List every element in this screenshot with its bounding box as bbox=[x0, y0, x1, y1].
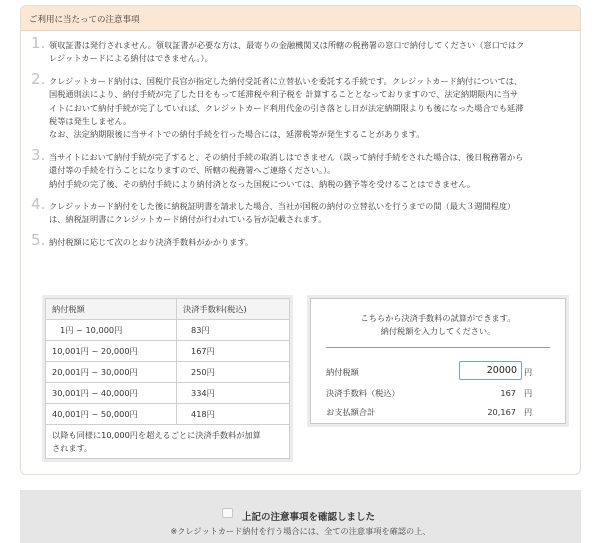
notice-item-5: 5. 納付税額に応じて次のとおり決済手数料がかかります。 bbox=[31, 230, 254, 249]
fee-cell: 418円 bbox=[177, 404, 290, 425]
range-cell: 10,001円 ~ 20,000円 bbox=[46, 341, 177, 362]
table-row bbox=[46, 320, 290, 341]
notice-title: ご利用に当たっての注意事項 bbox=[21, 6, 580, 31]
fee-table bbox=[45, 298, 290, 459]
notice-panel bbox=[20, 5, 581, 475]
item-number: 4. bbox=[31, 195, 46, 214]
notice-item-3: 3. 当サイトにおいて納付手続が完了すると、その納付手続の取消しはできません（誤って納付手続をされた場合は、後日税務署から 還付等の手続を行うことになりますので、所轄の税務署へご連絡ください。）。 納付手続の完了後、その納付手続により納付済となった国税については、納税の猶予等を受けることはできません。 bbox=[31, 145, 524, 189]
table-row bbox=[46, 362, 290, 383]
column-header: 決済手数料(税込) bbox=[177, 299, 290, 320]
confirm-label[interactable]: 上記の注意事項を確認しました bbox=[242, 512, 376, 523]
range-cell: 20,001円 ~ 30,000円 bbox=[46, 362, 177, 383]
range-cell: 1円 ~ 10,000円 bbox=[46, 320, 177, 341]
item-number: 5. bbox=[31, 230, 46, 249]
unit-label: 円 bbox=[524, 407, 533, 417]
unit-label: 円 bbox=[524, 388, 533, 398]
fee-value: 167 bbox=[500, 388, 516, 398]
fee-cell: 83円 bbox=[177, 320, 290, 341]
confirm-panel bbox=[20, 490, 581, 543]
table-header-row bbox=[46, 299, 290, 320]
notice-list bbox=[31, 34, 576, 258]
calculator-description: こちらから決済手数料の試算ができます。 納付税額を入力してください。 bbox=[360, 313, 516, 336]
table-row bbox=[46, 404, 290, 425]
divider bbox=[326, 347, 550, 348]
table-row bbox=[46, 341, 290, 362]
notice-item-4: 4. クレジットカード納付をした後に納税証明書を請求した場合、当社が国税の納付の立替払いを行うまでの間（最大３週間程度） は、納税証明書にクレジットカード納付が行われている旨が記載されます。 bbox=[31, 195, 516, 225]
confirm-checkbox[interactable] bbox=[222, 508, 233, 518]
notice-item-2: 2. クレジットカード納付は、国税庁長官が指定した納付受託者に立替払いを委託する手続です。クレジットカード納付については、 国税通則法により、納付手続が完了した日をもって延滞税や利子税を 計算することとなっておりますので、法定納期限内に当サ イトにおいて納付手続が完了していれば、クレジットカード利用代金の引き落とし日が法定納期限よりも後になった場合でも延滞 税等は発生しません。 なお、法定納期限後に当サイトでの納付手続を行った場合には、延滞税等が発生することがあります。 bbox=[31, 69, 524, 140]
total-value: 20,167 bbox=[487, 407, 516, 417]
fee-calculator bbox=[310, 298, 566, 424]
fee-cell: 250円 bbox=[177, 362, 290, 383]
table-row bbox=[46, 383, 290, 404]
column-header: 納付税額 bbox=[46, 299, 177, 320]
item-number: 2. bbox=[31, 69, 46, 88]
fee-cell: 167円 bbox=[177, 341, 290, 362]
notice-item-1: 1. 領収証書は発行されません。領収証書が必要な方は、最寄りの金融機関又は所轄の税務署の窓口で納付してください（窓口ではク レジットカードによる納付はできません。）。 bbox=[31, 34, 525, 64]
tax-amount-input[interactable] bbox=[459, 361, 522, 380]
tax-amount-label: 納付税額 bbox=[326, 367, 359, 377]
total-label: お支払額合計 bbox=[326, 407, 376, 417]
fee-label: 決済手数料（税込） bbox=[326, 388, 400, 398]
confirm-note: ※クレジットカード納付を行う場合には、全ての注意事項を確認の上、 bbox=[170, 526, 431, 536]
item-number: 3. bbox=[31, 145, 46, 164]
range-cell: 30,001円 ~ 40,000円 bbox=[46, 383, 177, 404]
unit-label: 円 bbox=[524, 367, 533, 377]
range-cell: 40,001円 ~ 50,000円 bbox=[46, 404, 177, 425]
table-footnote: 以降も同様に10,000円を超えるごとに決済手数料が加算 されます。 bbox=[46, 425, 290, 459]
fee-cell: 334円 bbox=[177, 383, 290, 404]
item-number: 1. bbox=[31, 34, 46, 52]
table-footer-row bbox=[46, 425, 290, 459]
